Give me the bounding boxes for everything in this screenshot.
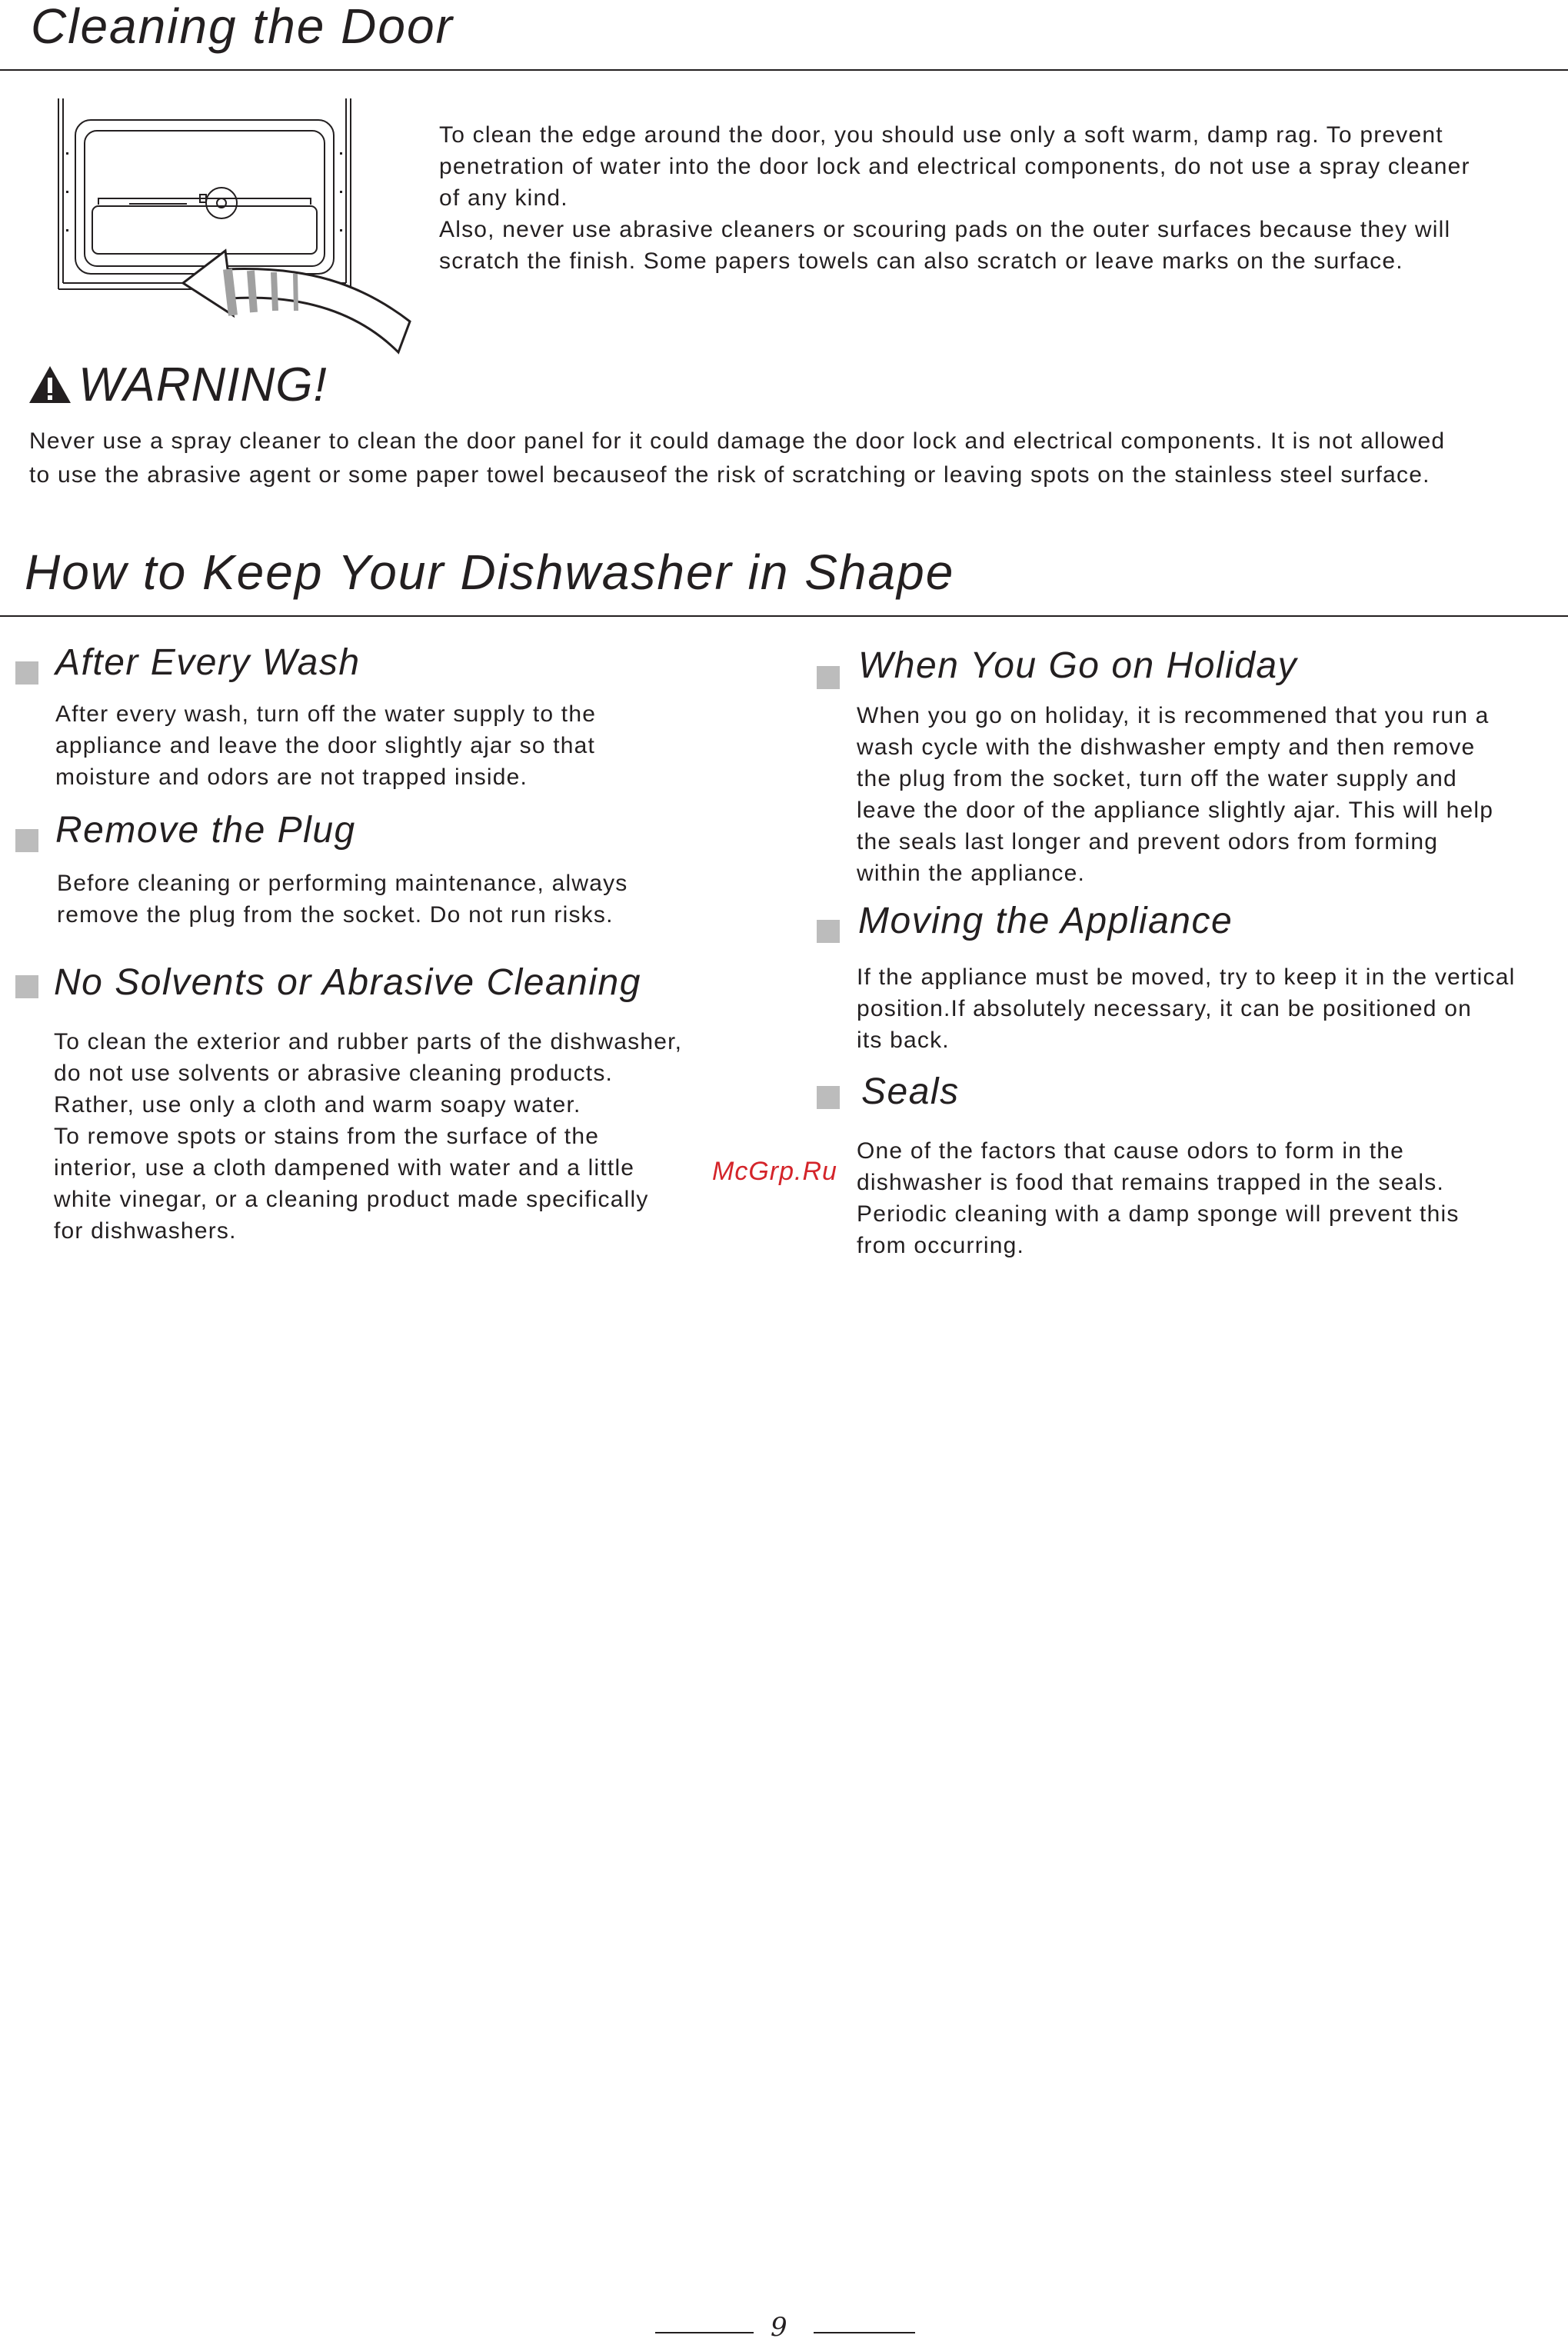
section-text: After every wash, turn off the water supply to the appliance and leave the door slightly ajar so that moisture and odors are not trapped inside. [55, 701, 597, 790]
title-rule [0, 69, 1568, 71]
warning-triangle-icon [28, 365, 72, 405]
square-bullet-icon [817, 920, 840, 943]
section-text: If the appliance must be moved, try to keep it in the vertical position.If absolutely necessary, it can be positioned on its back. [857, 964, 1516, 1053]
section-heading: No Solvents or Abrasive Cleaning [54, 962, 641, 1003]
footer-line-left [655, 2332, 754, 2333]
keep-shape-title: How to Keep Your Dishwasher in Shape [25, 545, 955, 600]
warning-title: WARNING! [78, 358, 328, 411]
square-bullet-icon [15, 661, 38, 685]
warning-text: Never use a spray cleaner to clean the door panel for it could damage the door lock and electrical components. It is not allowed to use the abrasive agent or some paper towel becauseof the risk of scratching or leaving spots on the stainless steel surface. [29, 428, 1446, 488]
section-text: When you go on holiday, it is recommened that you run a wash cycle with the dishwasher empty and then remove the plug from the socket, turn off the water supply and leave the door of the appliance slightly ajar. This will help the seals last longer and prevent odors from forming within the appliance. [857, 703, 1494, 886]
cleaning-door-title: Cleaning the Door [31, 0, 454, 54]
square-bullet-icon [817, 666, 840, 689]
section-text: One of the factors that cause odors to form in the dishwasher is food that remains trapped in the seals. Periodic cleaning with a damp sponge will prevent this from occurring. [857, 1138, 1460, 1258]
section-text: Before cleaning or performing maintenance, always remove the plug from the socket. Do not run risks. [57, 871, 628, 928]
section-heading: Remove the Plug [55, 810, 356, 851]
section-text: To clean the exterior and rubber parts of the dishwasher, do not use solvents or abrasive cleaning products. Rather, use only a cloth and warm soapy water. To remove spots or stains from the surface of the interior, use a cloth dampened with water and a little white vinegar, or a cleaning product made specifically for dishwashers. [54, 1029, 683, 1244]
section-heading: When You Go on Holiday [858, 645, 1298, 686]
cleaning-door-text: To clean the edge around the door, you should use only a soft warm, damp rag. To prevent penetration of water into the door lock and electrical components, do not use a spray cleaner of any kind. Also, never use abrasive cleaners or scouring pads on the outer surfaces because they will scratch the finish. Some papers towels can also scratch or leave marks on the surface. [439, 122, 1470, 274]
page-number: 9 [771, 2312, 787, 2343]
watermark: McGrp.Ru [712, 1157, 837, 1186]
square-bullet-icon [15, 829, 38, 852]
dishwasher-door-illustration [29, 91, 414, 356]
square-bullet-icon [15, 975, 38, 998]
section-heading: After Every Wash [55, 642, 361, 683]
footer-line-right [814, 2332, 915, 2333]
section-heading: Moving the Appliance [858, 901, 1233, 941]
section-heading: Seals [861, 1071, 960, 1112]
section-rule [0, 615, 1568, 617]
square-bullet-icon [817, 1086, 840, 1109]
